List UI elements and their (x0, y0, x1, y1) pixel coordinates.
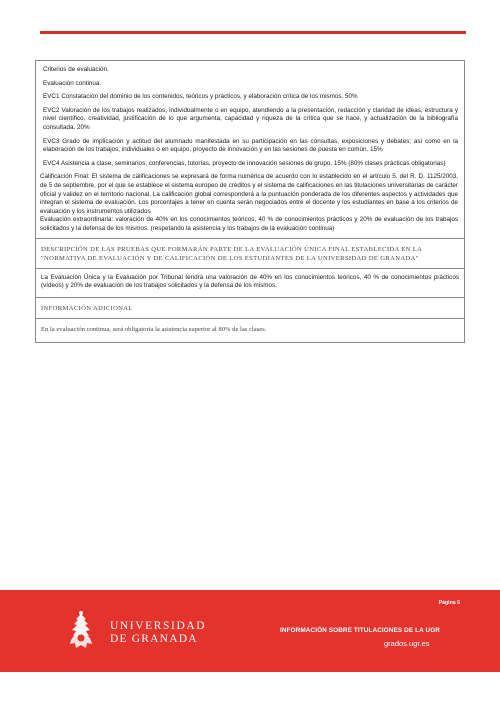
top-red-rule (40, 31, 466, 34)
footer-banner (0, 590, 500, 672)
university-name-line1: UNIVERSIDAD (110, 620, 207, 632)
criterion-evc3: EVC3 Grado de implicación y actitud del alumnado manifestada en su participación en las consultas, exposiciones y debates; así como en la elaboración de los trabajos, individuales o en equipo, proyecto de innovación y en las sesiones de puesta en común. 15% (43, 137, 458, 154)
additional-info-body: En la evaluación continua, será obligatoria la asistencia superior al 80% de las clases. (41, 325, 267, 333)
final-grade-text: Calificación Final: El sistema de calificaciones se expresará de forma numérica de acuerdo con lo establecido en el artículo 5. del R. D. 1125/2003, de 5 de septiembre, por el que se establece el sistema europeo de créditos y el sistema de calificaciones en las titulaciones universitarias de carácter oficial y validez en el territorio nacional. La calificación global corresponderá a la puntuación ponderada de los diferentes aspectos y actividades que integran el sistema de evaluación. Los porcentajes a tener en cuenta serán negociados entre el docente y los estudiantes en base a los criterios de evaluación y los instrumentos utilizados (40, 173, 458, 215)
university-crest-icon (62, 610, 100, 652)
criterion-evc2: EVC2 Valoración de los trabajos realizados, individualmente o en equipo, atendiendo a la presentación, redacción y claridad de ideas, estructura y nivel científico, creatividad, justificación de lo que argumenta, capacidad y riqueza de la crítica que se hace, y actualización de la bibliografía consultada. 20% (43, 106, 458, 131)
continuous-eval-subtitle: Evaluación continua. (43, 79, 102, 87)
unique-eval-body: La Evaluación Única y la Evaluación por Tribunal tendrá una valoración de 40% en los conocimientos teóricos, 40 % de conocimientos prácticos (vídeos) y 20% de evaluación de los trabajos solicitados y la defensa de los mismos. (41, 273, 459, 290)
criterion-evc4: EVC4 Asistencia a clase, seminarios, conferencias, tutorías, proyecto de innovación sesiones de grupo. 15% (80% clases prácticas obligatorias) (43, 159, 446, 167)
evaluation-criteria-section (36, 61, 464, 239)
guide-table (35, 60, 465, 343)
page-number: Página 5 (438, 600, 460, 606)
criterion-evc1: EVC1 Constatación del dominio de los contenidos, teóricos y prácticos, y elaboración crítica de los mismos. 50% (43, 93, 358, 101)
unique-eval-section (36, 269, 464, 298)
criteria-title: Criterios de evaluación. (43, 66, 109, 73)
degrees-info-title: INFORMACIÓN SOBRE TITULACIONES DE LA UGR (280, 627, 440, 634)
university-name-line2: DE GRANADA (110, 633, 198, 645)
degrees-site-link[interactable]: grados.ugr.es (384, 639, 430, 648)
unique-eval-heading: DESCRIPCIÓN DE LAS PRUEBAS QUE FORMARÁN PARTE DE LA EVALUACIÓN ÚNICA FINAL ESTABLECIDA EN LA "NORMATIVA DE EVALUACIÓN Y DE CALIFICACIÓN DE LOS ESTUDIANTES DE LA UNIVERSIDAD DE GRANADA" (36, 239, 464, 269)
extraordinary-eval-text: Evaluación extraordinaria: valoración de 40% en los conocimientos teóricos, 40 % de conocimientos prácticos y 20% de evaluación de los trabajos solicitados y la defensa de los mismos. (respetando la asistencia y los trabajos de la evaluación continua) (40, 216, 458, 232)
university-name (110, 620, 206, 646)
additional-info-heading: INFORMACIÓN ADICIONAL (36, 298, 464, 319)
